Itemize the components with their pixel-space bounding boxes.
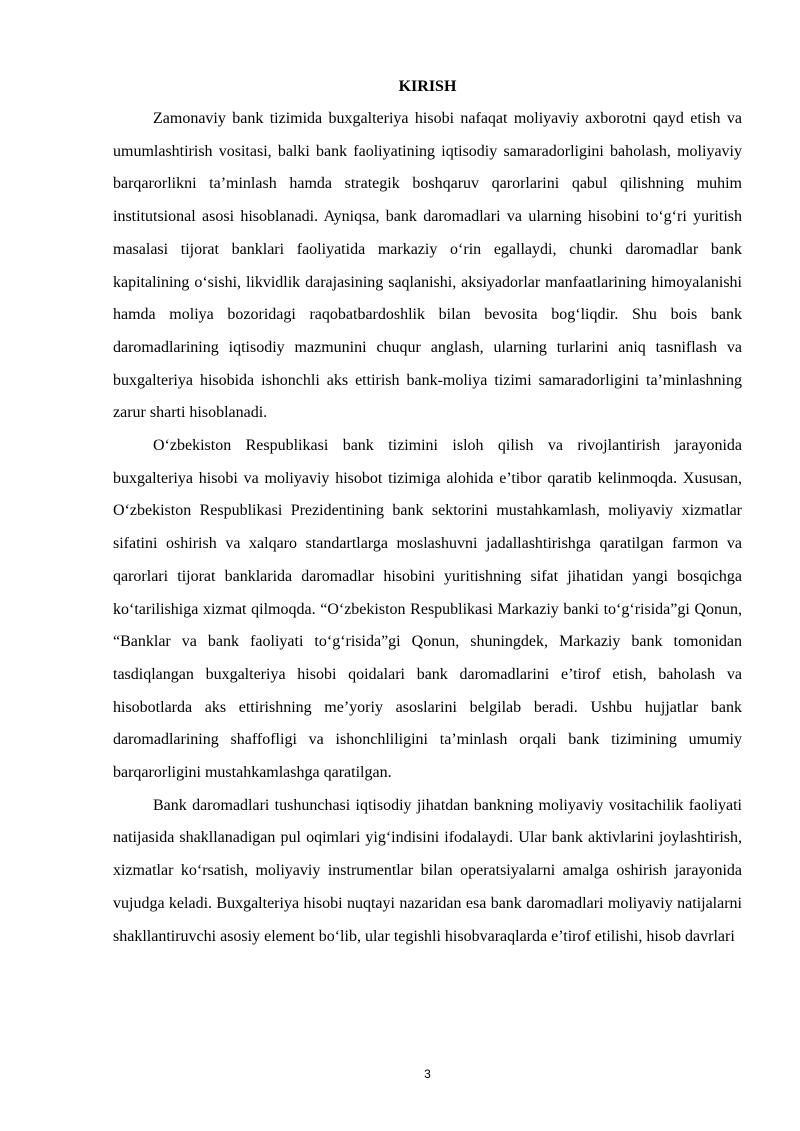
section-title: KIRISH	[398, 78, 457, 95]
body-text	[113, 103, 742, 953]
page-number: 3	[424, 1067, 431, 1081]
paragraph-legislation: O‘zbekiston Respublikasi bank tizimini isloh qilish va rivojlantirish jarayonida buxgalteriya hisobi va moliyaviy hisobot tizimiga alohida e’tibor qaratib kelinmoqda. Xususan, O‘zbekiston Respublikasi Prezidentining bank sektorini mustahkamlash, moliyaviy xizmatlar sifatini oshirish va xalqaro standartlarga moslashuvni jadallashtirishga qaratilgan farmon va qarorlari tijorat banklarida daromadlar hisobini yuritishning sifat jihatidan yangi bosqichga ko‘tarilishiga xizmat qilmoqda. “O‘zbekiston Respublikasi Markaziy banki to‘g‘risida”gi Qonun, “Banklar va bank faoliyati to‘g‘risida”gi Qonun, shuningdek, Markaziy bank tomonidan tasdiqlangan buxgalteriya hisobi qoidalari bank daromadlarini e’tirof etish, baholash va hisobotlarda aks ettirishning me’yoriy asoslarini belgilab beradi. Ushbu hujjatlar bank daromadlarining shaffofligi va ishonchliligini ta’minlash orqali bank tizimining umumiy barqarorligini mustahkamlashga qaratilgan.	[113, 437, 742, 782]
paragraph-bank-income: Bank daromadlari tushunchasi iqtisodiy jihatdan bankning moliyaviy vositachilik faoliyati natijasida shakllanadigan pul oqimlari yig‘indisini ifodalaydi. Ular bank aktivlarini joylashtirish, xizmatlar ko‘rsatish, moliyaviy instrumentlar bilan operatsiyalarni amalga oshirish jarayonida vujudga keladi. Buxgalteriya hisobi nuqtayi nazaridan esa bank daromadlari moliyaviy natijalarni shakllantiruvchi asosiy element bo‘lib, ular tegishli hisobvaraqlarda e’tirof etilishi, hisob davrlari	[113, 796, 742, 945]
paragraph-intro: Zamonaviy bank tizimida buxgalteriya hisobi nafaqat moliyaviy axborotni qayd etish va umumlashtirish vositasi, balki bank faoliyatining iqtisodiy samaradorligini baholash, moliyaviy barqarorlikni ta’minlash hamda strategik boshqaruv qarorlarini qabul qilishning muhim institutsional asosi hisoblanadi. Ayniqsa, bank daromadlari va ularning hisobini to‘g‘ri yuritish masalasi tijorat banklari faoliyatida markaziy o‘rin egallaydi, chunki daromadlar bank kapitalining o‘sishi, likvidlik darajasining saqlanishi, aksiyadorlar manfaatlarining himoyalanishi hamda moliya bozoridagi raqobatbardoshlik bilan bevosita bog‘liqdir. Shu bois bank daromadlarining iqtisodiy mazmunini chuqur anglash, ularning turlarini aniq tasniflash va buxgalteriya hisobida ishonchli aks ettirish bank-moliya tizimi samaradorligini ta’minlashning zarur sharti hisoblanadi.	[113, 110, 742, 422]
